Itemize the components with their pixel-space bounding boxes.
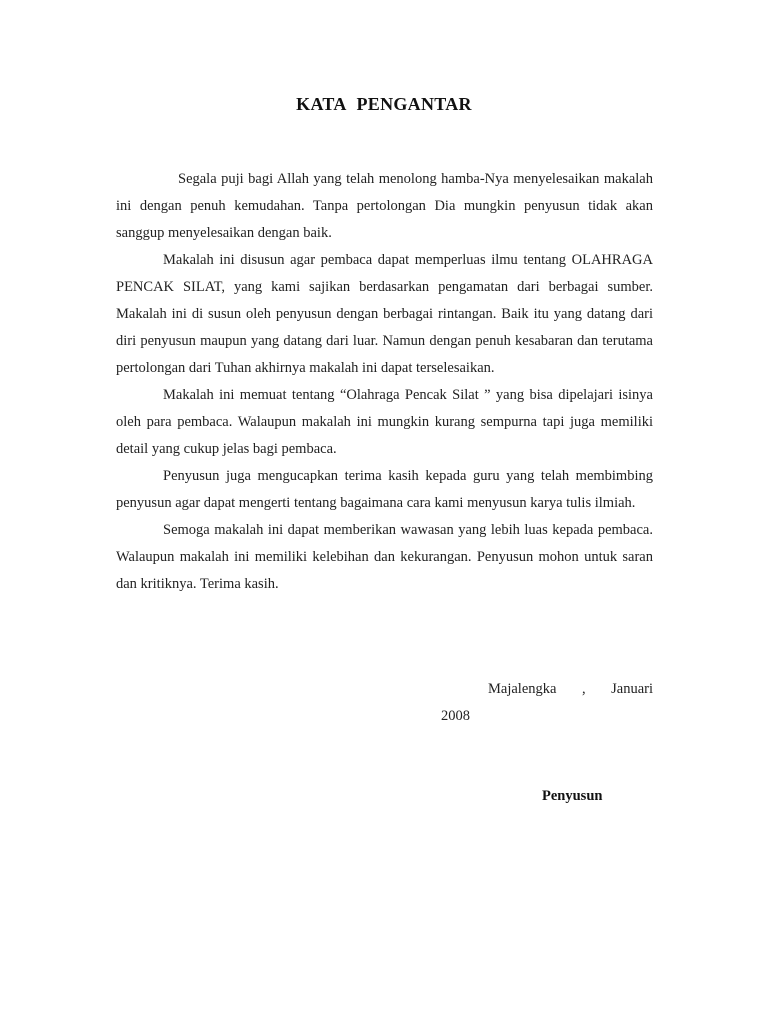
paragraph-3: Makalah ini memuat tentang “Olahraga Pencak Silat ” yang bisa dipelajari isinya oleh para pembaca. Walaupun makalah ini mungkin kurang sempurna tapi juga memiliki detail yang cukup jelas bagi pembaca.: [116, 387, 653, 457]
paragraph-4: Penyusun juga mengucapkan terima kasih kepada guru yang telah membimbing penyusun agar dapat mengerti tentang bagaimana cara kami menyusun karya tulis ilmiah.: [116, 468, 653, 511]
paragraph-2: Makalah ini disusun agar pembaca dapat memperluas ilmu tentang OLAHRAGA PENCAK SILAT, yang kami sajikan berdasarkan pengamatan dari berbagai sumber. Makalah ini di susun oleh penyusun dengan berbagai rintangan. Baik itu yang datang dari diri penyusun maupun yang datang dari luar. Namun dengan penuh kesabaran dan terutama pertolongan dari Tuhan akhirnya makalah ini dapat terselesaikan.: [116, 252, 653, 376]
page-title: KATA PENGANTAR: [296, 94, 472, 114]
closing-year: 2008: [441, 708, 470, 724]
paragraph-5: Semoga makalah ini dapat memberikan wawasan yang lebih luas kepada pembaca. Walaupun makalah ini memiliki kelebihan dan kekurangan. Penyusun mohon untuk saran dan kritiknya. Terima kasih.: [116, 522, 653, 592]
signature-name: Penyusun: [542, 788, 603, 804]
closing-place-date: Majalengka , Januari: [488, 681, 653, 697]
paragraph-1: Segala puji bagi Allah yang telah menolong hamba-Nya menyelesaikan makalah ini dengan penuh kemudahan. Tanpa pertolongan Dia mungkin penyusun tidak akan sanggup menyelesaikan dengan baik.: [116, 171, 653, 241]
body-text: [116, 166, 653, 598]
